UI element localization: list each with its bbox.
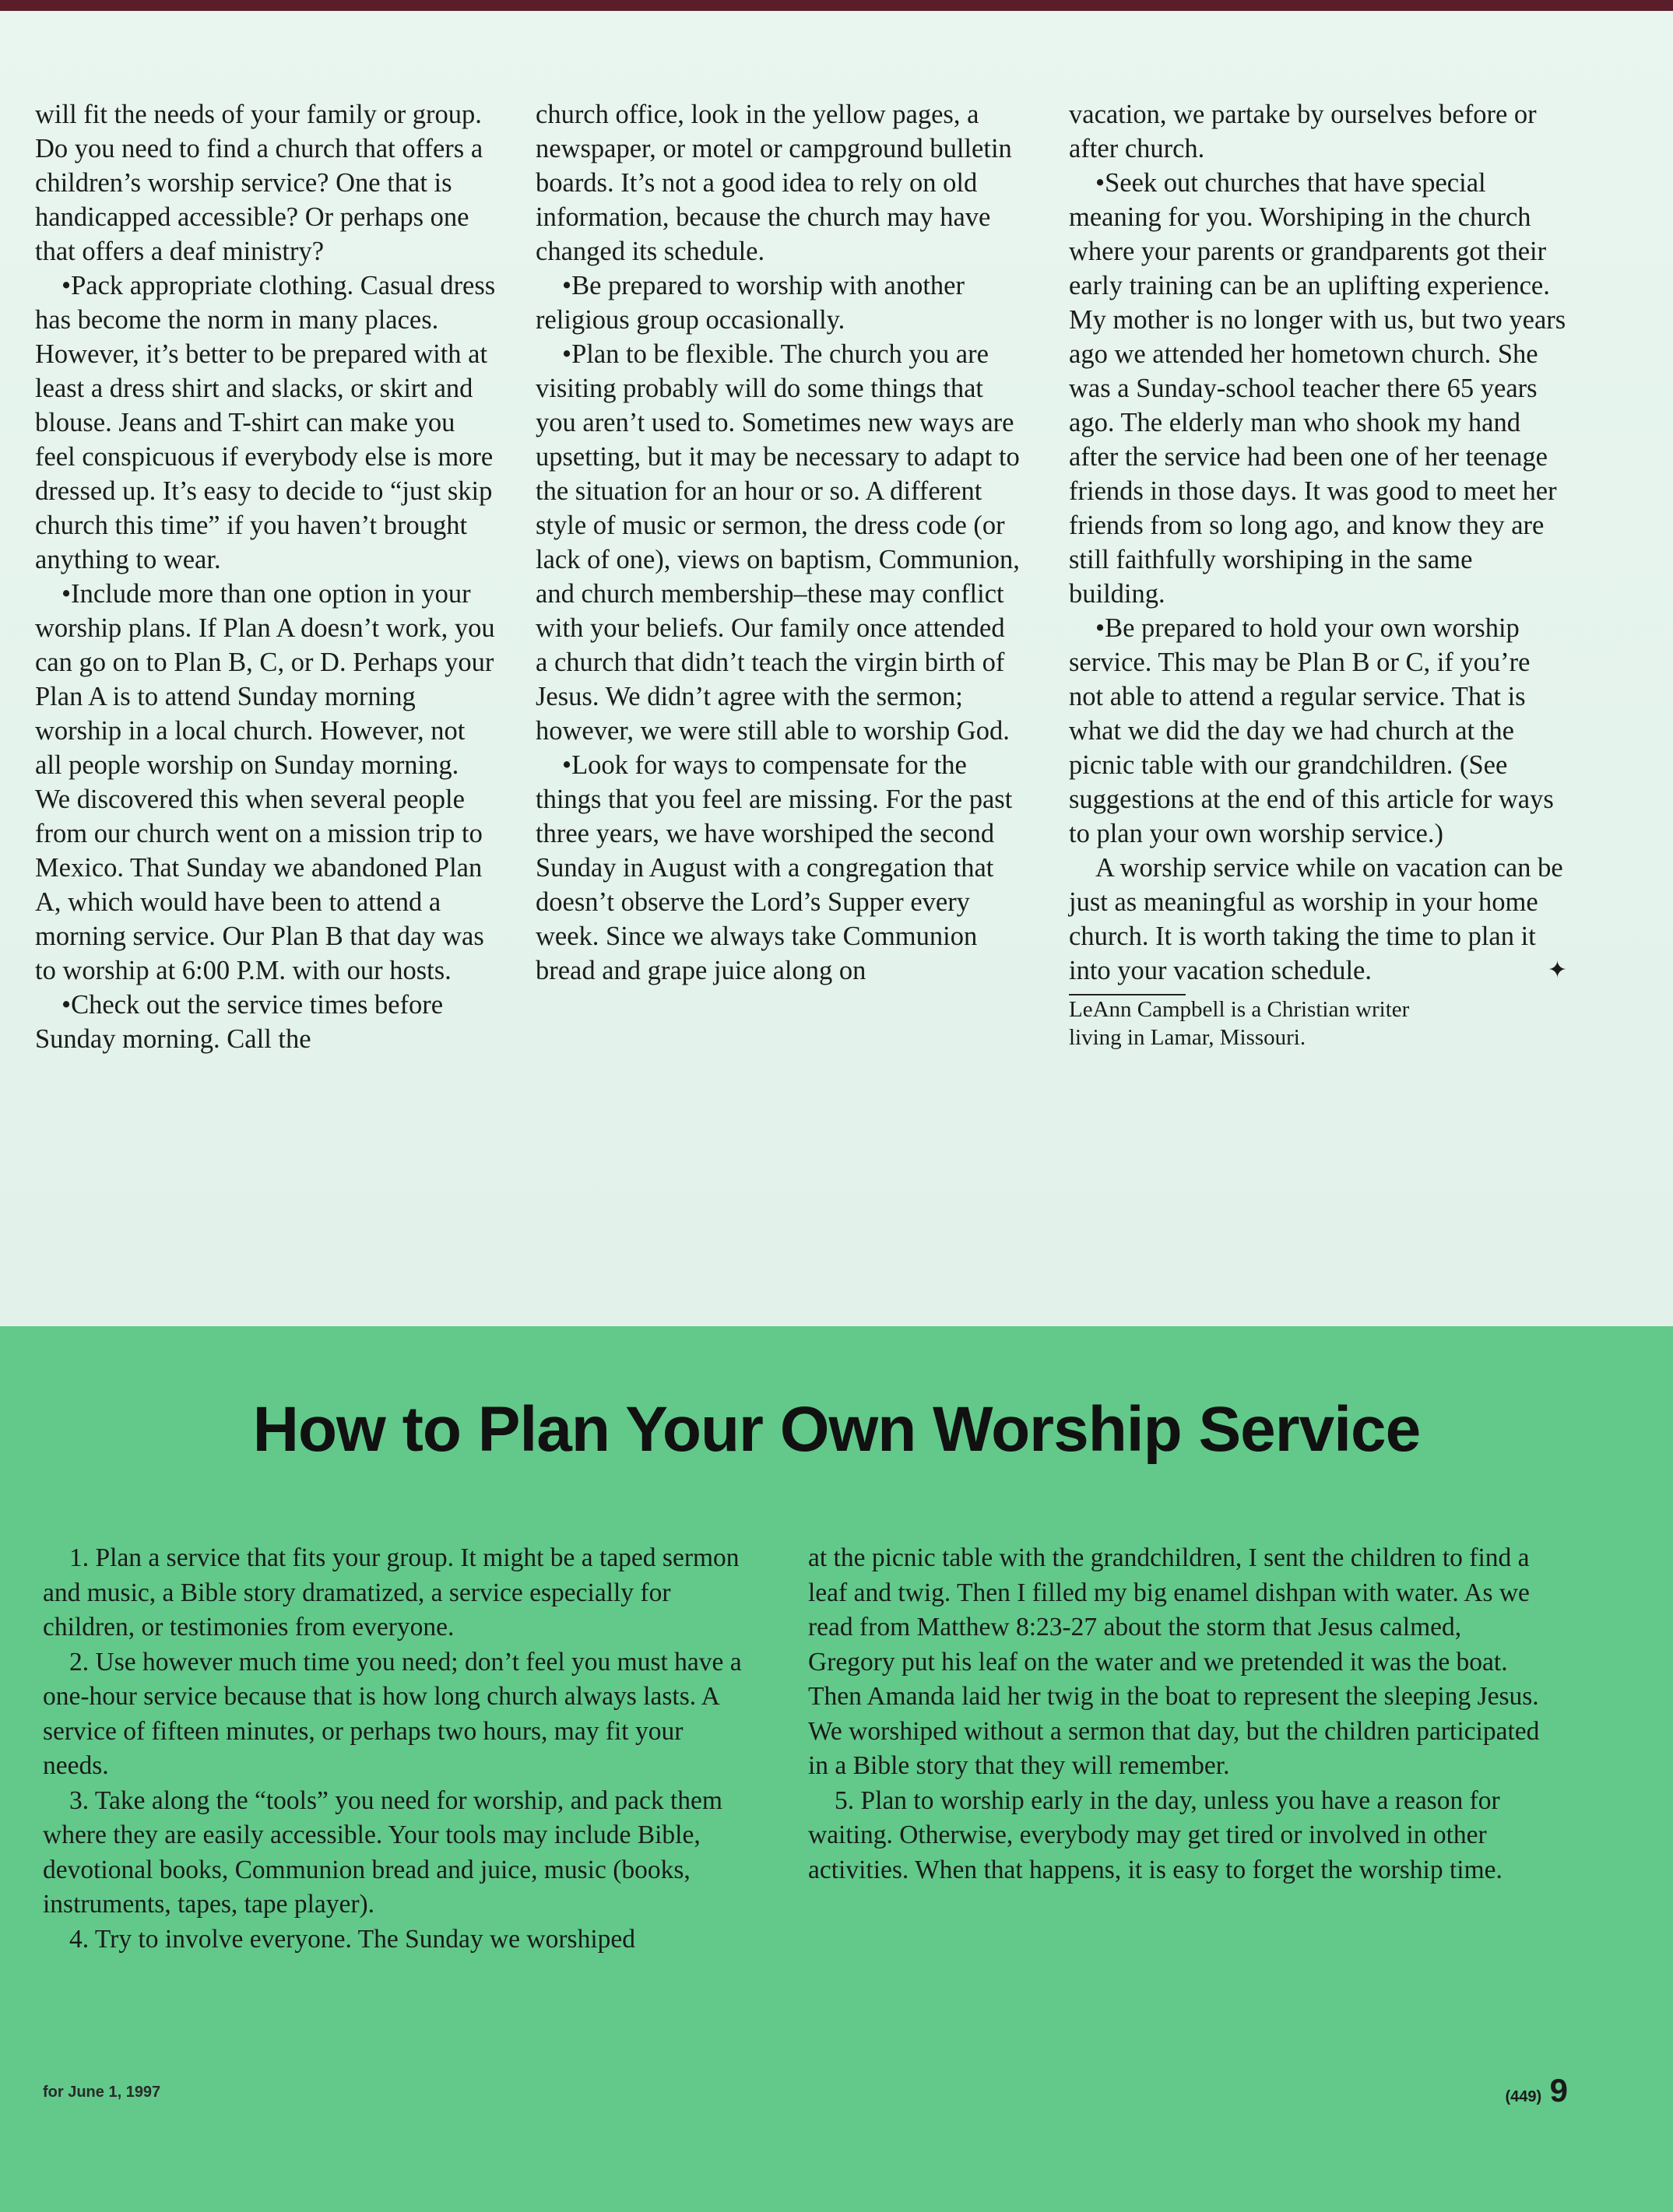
page-number: 9 xyxy=(1549,2072,1568,2108)
paragraph: •Look for ways to compensate for the things that you feel are missing. For the past three years, we have worshiped the second Sunday in August with a congregation that doesn’t observe the Lord’s Supper every week. Since we always take Communion bread and grape juice along on xyxy=(536,750,1013,985)
sidebar-title: How to Plan Your Own Worship Service xyxy=(252,1394,1421,1465)
page-number-block xyxy=(1505,2072,1568,2109)
sidebar-column-2 xyxy=(808,1541,1552,1887)
list-item: at the picnic table with the grandchildren, I sent the children to find a leaf and twig. Then I filled my big enamel dishpan with water. As we read from Matthew 8:23-27 about the storm that Jesus calmed, Gregory put his leaf on the water and we pretended it was the boat. Then Amanda laid her twig in the boat to represent the sleeping Jesus. We worshiped without a sermon that day, but the children participated in a Bible story that they will remember. xyxy=(808,1543,1540,1780)
article-column-1 xyxy=(35,97,498,1056)
paragraph: •Be prepared to worship with another religious group occasionally. xyxy=(536,271,965,335)
paragraph: •Check out the service times before Sunday morning. Call the xyxy=(35,990,444,1054)
paragraph: vacation, we partake by ourselves before or after church. xyxy=(1069,100,1537,163)
paragraph: will fit the needs of your family or group. Do you need to find a church that offers a children’s worship service? One that is handicapped accessible? Or perhaps one that offers a deaf ministry? xyxy=(35,100,483,266)
article-column-2 xyxy=(536,97,1022,988)
paragraph: church office, look in the yellow pages, a newspaper, or motel or campground bulletin boards. It’s not a good idea to rely on old information, because the church may have changed its schedule. xyxy=(536,100,1012,266)
page-code: (449) xyxy=(1505,2088,1542,2105)
list-item: 3. Take along the “tools” you need for worship, and pack them where they are easily accessible. Your tools may include Bible, devotional books, Communion bread and juice, music (books, instruments, tapes, tape player). xyxy=(43,1785,722,1919)
list-item: 4. Try to involve everyone. The Sunday we worshiped xyxy=(69,1924,635,1954)
closing-text: A worship service while on vacation can be just as meaningful as worship in your home church. It is worth taking the time to plan it into your vacation schedule. xyxy=(1069,853,1563,985)
list-item: 2. Use however much time you need; don’t feel you must have a one-hour service because that is how long church always lasts. A service of fifteen minutes, or perhaps two hours, may fit your needs. xyxy=(43,1647,742,1780)
end-mark-icon: ✦ xyxy=(1547,957,1567,984)
paragraph: •Include more than one option in your worship plans. If Plan A doesn’t work, you can go on to Plan B, C, or D. Perhaps your Plan A is to attend Sunday morning worship in a local church. However, not all people worship on Sunday morning. We discovered this when several people from our church went on a mission trip to Mexico. That Sunday we abandoned Plan A, which would have been to attend a morning service. Our Plan B that day was to worship at 6:00 P.M. with our hosts. xyxy=(35,579,495,985)
list-item: 1. Plan a service that fits your group. It might be a taped sermon and music, a Bible story dramatized, a service especially for children, or testimonies from everyone. xyxy=(43,1543,740,1641)
paragraph: •Seek out churches that have special meaning for you. Worshiping in the church where your parents or grandparents got their early training can be an uplifting experience. My mother is no longer with us, but two years ago we attended her hometown church. She was a Sunday-school teacher there 65 years ago. The elderly man who shook my hand after the service had been one of her teenage friends in those days. It was good to meet her friends from so long ago, and know they are still faithfully worshiping in the same building. xyxy=(1069,168,1566,609)
sidebar-column-1 xyxy=(43,1541,743,1957)
paragraph: •Pack appropriate clothing. Casual dress has become the norm in many places. However, it’s better to be prepared with at least a dress shirt and slacks, or skirt and blouse. Jeans and T-shirt can make you feel conspicuous if everybody else is more dressed up. It’s easy to decide to “just skip church this time” if you haven’t brought anything to wear. xyxy=(35,271,496,574)
author-bio xyxy=(1069,995,1567,1052)
paragraph: •Plan to be flexible. The church you are visiting probably will do some things that you aren’t used to. Sometimes new ways are upsetting, but it may be necessary to adapt to the situation for an hour or so. A different style of music or sermon, the dress code (or lack of one), views on baptism, Communion, and church membership–these may conflict with your beliefs. Our family once attended a church that didn’t teach the virgin birth of Jesus. We didn’t agree with the sermon; however, we were still able to worship God. xyxy=(536,339,1020,746)
article-column-3 xyxy=(1069,97,1567,1052)
issue-date: for June 1, 1997 xyxy=(43,2084,161,2101)
paragraph: •Be prepared to hold your own worship service. This may be Plan B or C, if you’re not able to attend a regular service. That is what we did the day we had church at the picnic table with our grandchildren. (See suggestions at the end of this article for ways to plan your own worship service.) xyxy=(1069,613,1554,848)
page-top-edge xyxy=(0,0,1673,11)
closing-paragraph xyxy=(1069,851,1567,988)
author-bio-line-1: LeAnn Campbell is a Christian writer xyxy=(1069,997,1410,1022)
list-item: 5. Plan to worship early in the day, unless you have a reason for waiting. Otherwise, everybody may get tired or involved in other activities. When that happens, it is easy to forget the worship time. xyxy=(808,1785,1503,1884)
author-bio-line-2: living in Lamar, Missouri. xyxy=(1069,1025,1306,1050)
